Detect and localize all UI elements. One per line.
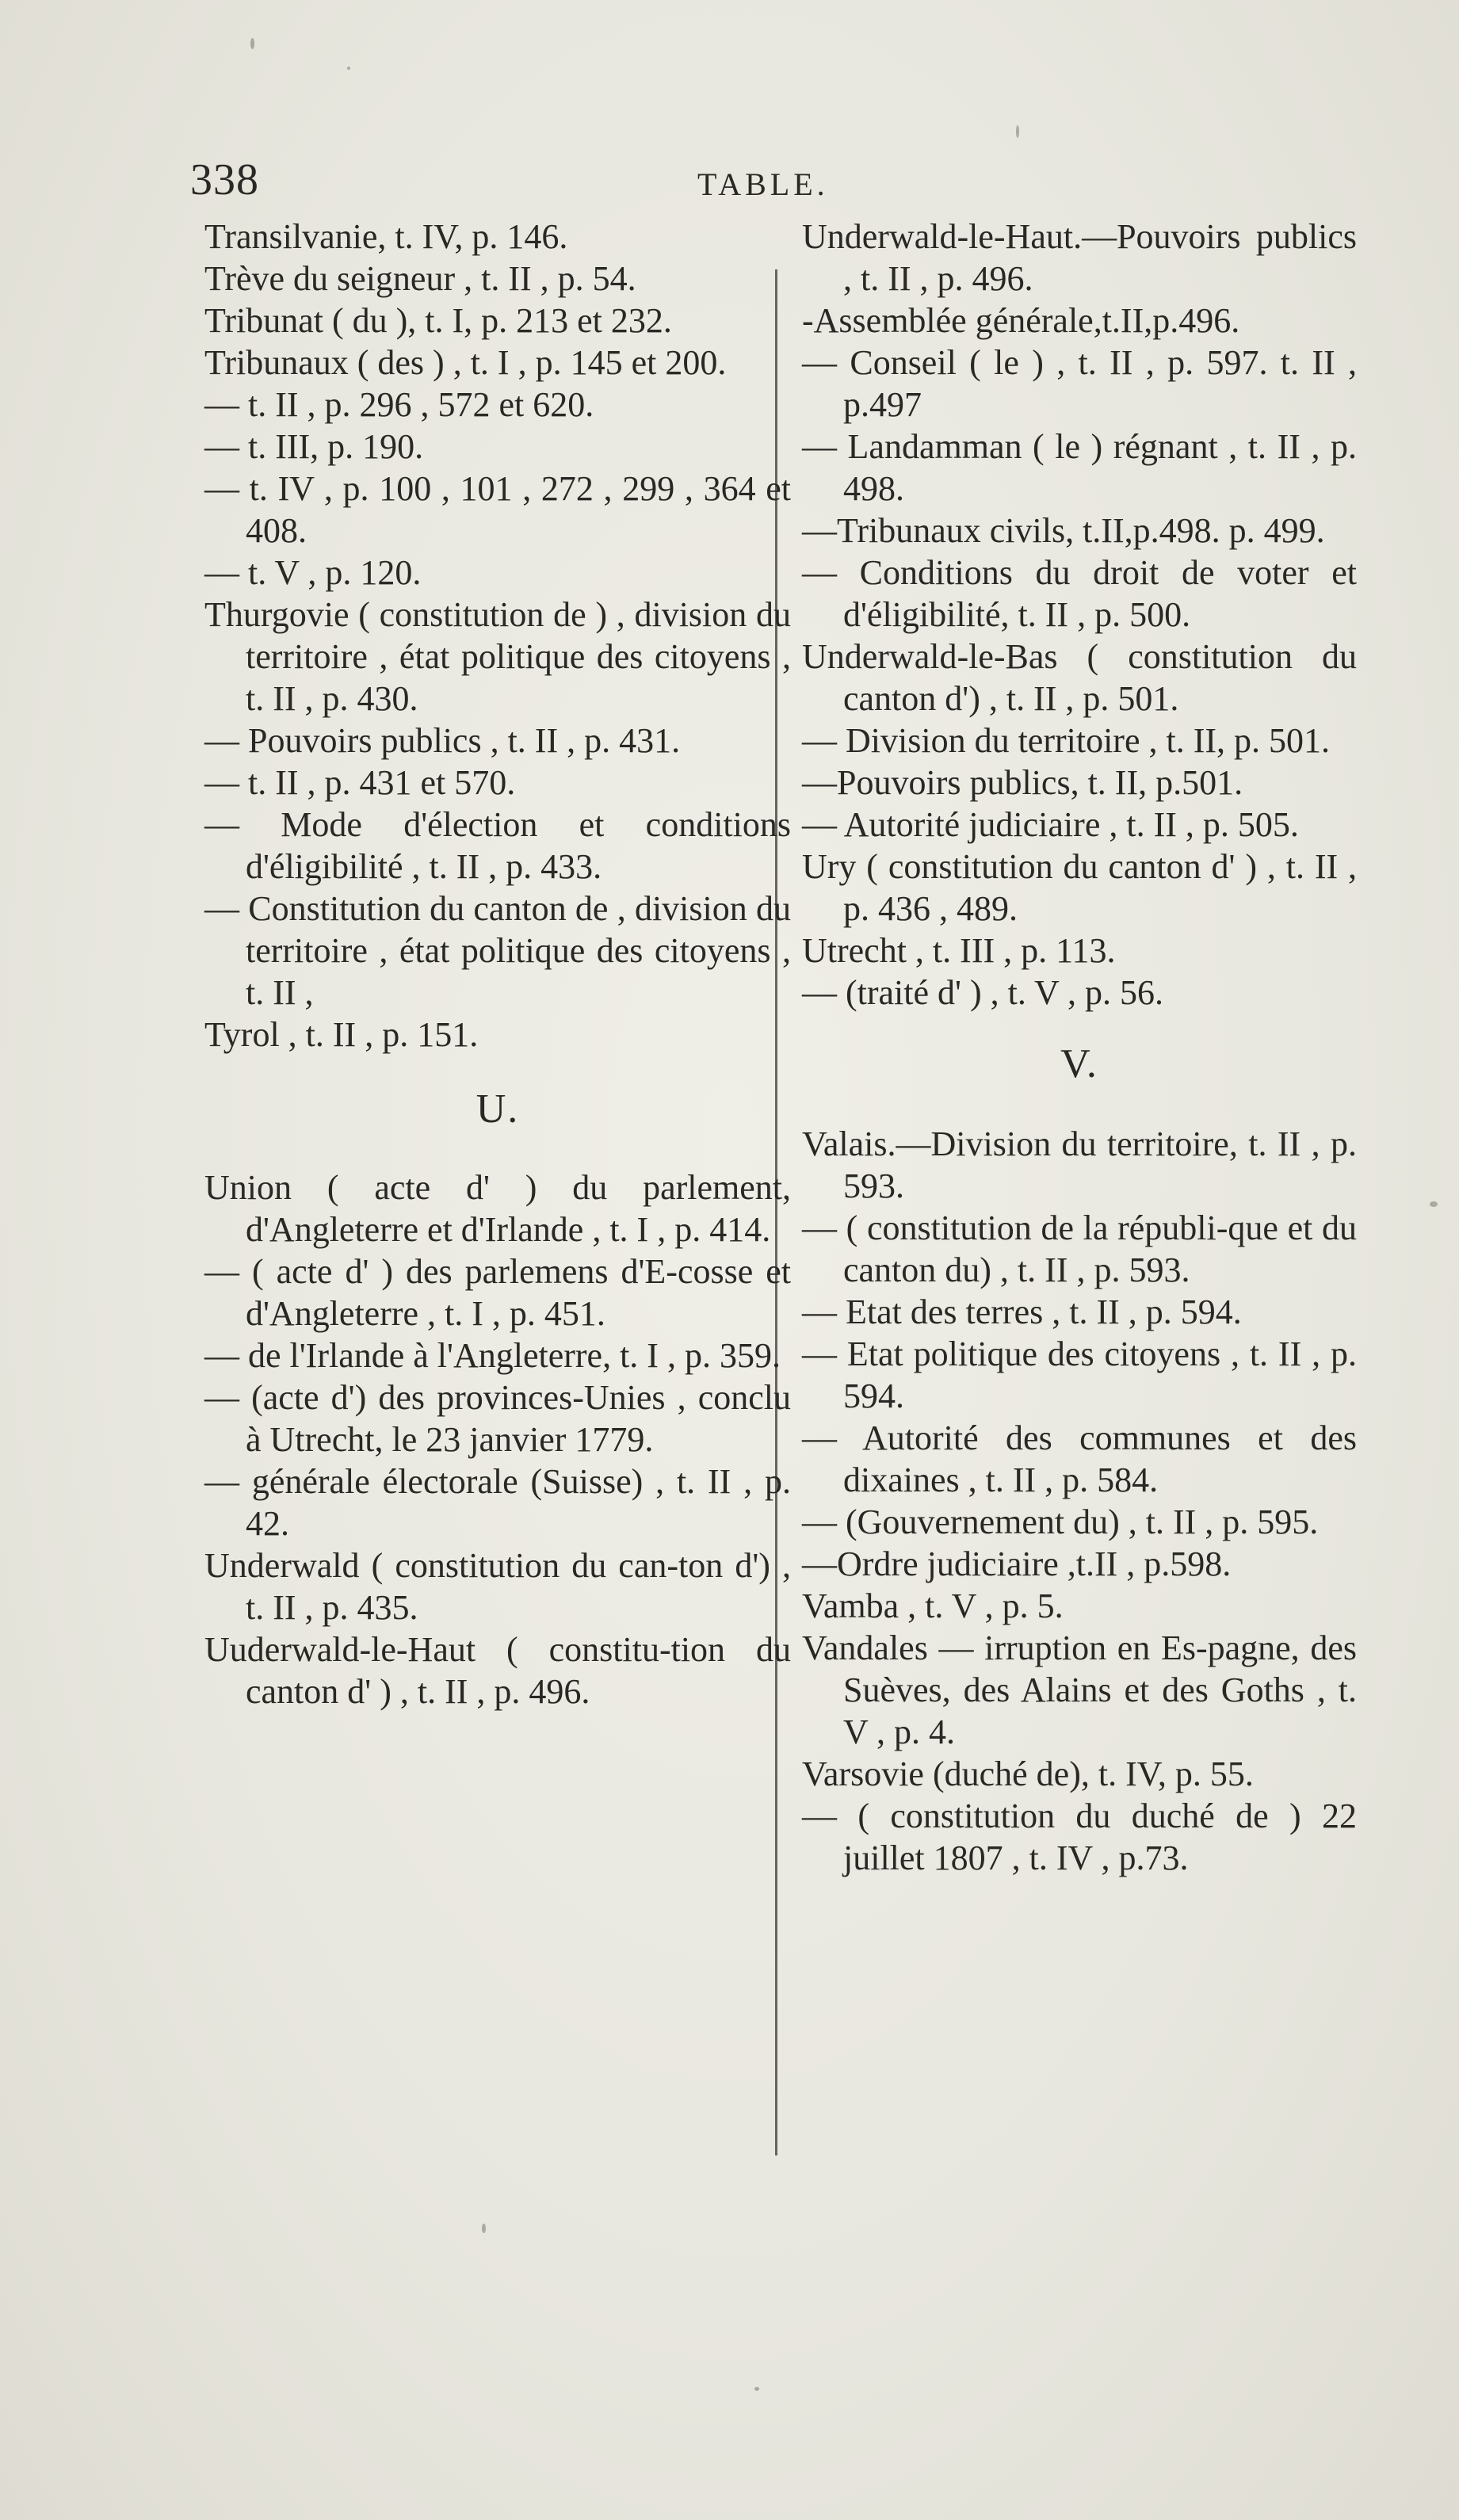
index-entry: Underwald-le-Bas ( constitution du canton d') , t. II , p. 501. — [802, 637, 1357, 718]
index-subentry: — Mode d'élection et conditions d'éligibilité , t. II , p. 433. — [204, 805, 791, 886]
index-entry: Utrecht , t. III , p. 113. — [802, 931, 1116, 970]
index-entry: Thurgovie ( constitution de ) , division du territoire , état politique des citoyens , t. II , p. 430. — [204, 595, 791, 718]
index-subentry: — ( acte d' ) des parlemens d'E-cosse et d'Angleterre , t. I , p. 451. — [204, 1252, 791, 1333]
index-subentry: — de l'Irlande à l'Angleterre, t. I , p. 359. — [204, 1336, 781, 1375]
index-subentry: — t. IV , p. 100 , 101 , 272 , 299 , 364 et 408. — [204, 469, 791, 550]
index-entry: Trève du seigneur , t. II , p. 54. — [204, 259, 636, 298]
index-subentry: — t. V , p. 120. — [204, 553, 422, 592]
index-subentry: — (traité d' ) , t. V , p. 56. — [802, 973, 1164, 1012]
paper-speck — [754, 2387, 759, 2391]
left-entries-before — [204, 216, 791, 1056]
index-entry: Tyrol , t. II , p. 151. — [204, 1015, 479, 1054]
running-title: TABLE. — [697, 166, 829, 202]
index-subentry: -Assemblée générale,t.II,p.496. — [802, 301, 1240, 340]
paper-speck — [1430, 1201, 1438, 1207]
index-subentry: — Conditions du droit de voter et d'éligibilité, t. II , p. 500. — [802, 553, 1357, 634]
right-entries-before — [802, 216, 1357, 1014]
index-subentry: — (acte d') des provinces-Unies , conclu à Utrecht, le 23 janvier 1779. — [204, 1378, 791, 1459]
left-entries-after — [204, 1166, 791, 1712]
index-subentry: — Landamman ( le ) régnant , t. II , p. 498. — [802, 427, 1357, 508]
index-entry: Underwald-le-Haut.—Pouvoirs publics , t. II , p. 496. — [802, 217, 1357, 298]
page-header — [190, 155, 1331, 210]
index-subentry: — ( constitution du duché de ) 22 juillet 1807 , t. IV , p.73. — [802, 1796, 1357, 1877]
index-entry: Tribunat ( du ), t. I, p. 213 et 232. — [204, 301, 672, 340]
right-column — [802, 216, 1357, 1879]
index-entry: Underwald ( constitution du can-ton d') , t. II , p. 435. — [204, 1546, 791, 1627]
index-subentry: — t. III, p. 190. — [204, 427, 424, 466]
index-entry: Ury ( constitution du canton d' ) , t. II , p. 436 , 489. — [802, 847, 1357, 928]
index-entry: Transilvanie, t. IV, p. 146. — [204, 217, 568, 256]
index-subentry: — Constitution du canton de , division du territoire , état politique des citoyens , t. II , — [204, 889, 791, 1012]
index-subentry: — t. II , p. 431 et 570. — [204, 763, 516, 802]
section-letter-u: U. — [476, 1086, 520, 1132]
index-entry: Tribunaux ( des ) , t. I , p. 145 et 200. — [204, 343, 727, 382]
index-entry: Union ( acte d' ) du parlement, d'Angleterre et d'Irlande , t. I , p. 414. — [204, 1168, 791, 1249]
index-subentry: — ( constitution de la républi-que et du canton du) , t. II , p. 593. — [802, 1208, 1357, 1289]
index-entry: Uuderwald-le-Haut ( constitu-tion du canton d' ) , t. II , p. 496. — [204, 1630, 791, 1711]
index-subentry: — Autorité judiciaire , t. II , p. 505. — [802, 805, 1299, 844]
index-subentry: — Conseil ( le ) , t. II , p. 597. t. II , p.497 — [802, 343, 1357, 424]
paper-speck — [482, 2224, 486, 2233]
index-subentry: — (Gouvernement du) , t. II , p. 595. — [802, 1502, 1319, 1541]
index-entry: Vandales — irruption en Es-pagne, des Suèves, des Alains et des Goths , t. V , p. 4. — [802, 1628, 1357, 1751]
index-subentry: — Division du territoire , t. II, p. 501. — [802, 721, 1331, 760]
left-column — [204, 216, 791, 1712]
index-subentry: —Pouvoirs publics, t. II, p.501. — [802, 763, 1243, 802]
page-number: 338 — [190, 155, 259, 204]
index-entry: Varsovie (duché de), t. IV, p. 55. — [802, 1754, 1254, 1793]
section-letter-v: V. — [1060, 1041, 1098, 1086]
index-subentry: — t. II , p. 296 , 572 et 620. — [204, 385, 594, 424]
index-subentry: — Etat politique des citoyens , t. II , p. 594. — [802, 1334, 1357, 1415]
index-subentry: — Autorité des communes et des dixaines , t. II , p. 584. — [802, 1418, 1357, 1499]
paper-speck — [347, 67, 350, 70]
right-entries-after — [802, 1123, 1357, 1879]
index-entry: Vamba , t. V , p. 5. — [802, 1586, 1064, 1625]
index-subentry: — générale électorale (Suisse) , t. II , p. 42. — [204, 1462, 791, 1543]
index-subentry: —Tribunaux civils, t.II,p.498. p. 499. — [802, 511, 1325, 550]
index-subentry: —Ordre judiciaire ,t.II , p.598. — [802, 1544, 1232, 1583]
paper-speck — [250, 38, 254, 49]
paper-speck — [1016, 125, 1019, 138]
index-subentry: — Etat des terres , t. II , p. 594. — [802, 1292, 1242, 1331]
index-subentry: — Pouvoirs publics , t. II , p. 431. — [204, 721, 681, 760]
index-entry: Valais.—Division du territoire, t. II , p. 593. — [802, 1124, 1357, 1205]
